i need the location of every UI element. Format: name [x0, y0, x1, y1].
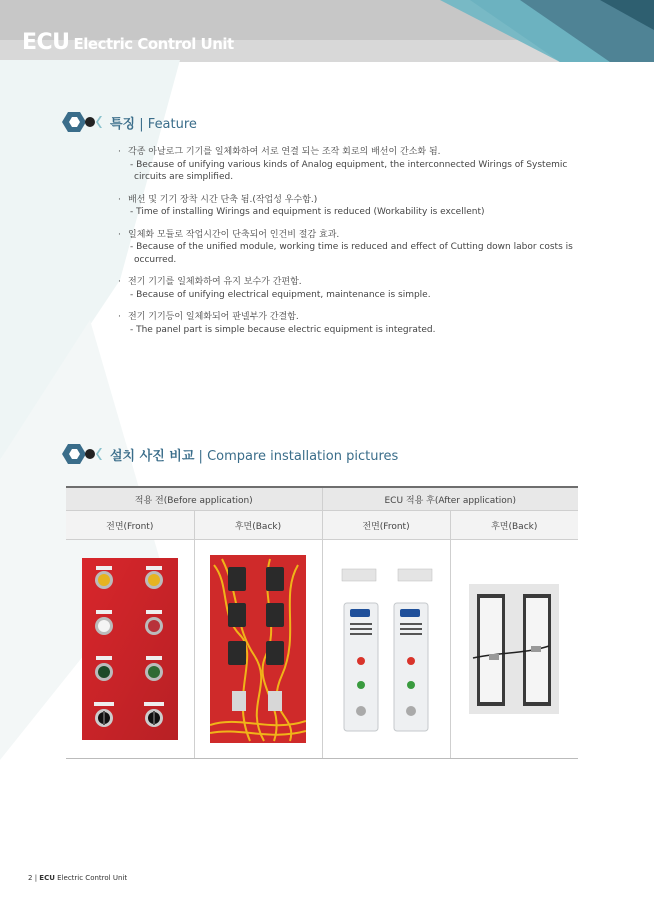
page-header: [0, 0, 654, 62]
col-before-front: 전면(Front): [66, 511, 194, 540]
after-front-photo: [336, 561, 436, 737]
before-front-photo: [82, 558, 178, 740]
feature-item-en: - The panel part is simple because electric equipment is integrated.: [130, 324, 436, 335]
feature-title: [110, 113, 197, 132]
feature-title-ko: 특징: [110, 116, 136, 132]
feature-list: [118, 146, 588, 346]
compare-group-row: [66, 487, 578, 511]
photo-cell: [450, 540, 578, 759]
page-number: 2: [28, 874, 33, 882]
photo-cell: [322, 540, 450, 759]
footer-text: Electric Control Unit: [57, 874, 128, 882]
compare-heading: [60, 442, 398, 466]
footer-brand: ECU: [39, 874, 55, 882]
feature-title-sep: |: [139, 116, 144, 132]
header-brand: [22, 30, 234, 55]
feature-item-en: - Because of the unified module, working time is reduced and effect of Cutting down labor costs is occurred.: [130, 242, 573, 265]
feature-item-ko: · 전기 기기를 일체화하여 유지 보수가 간편함.: [118, 276, 588, 289]
feature-item: [118, 229, 588, 267]
compare-title-sep: |: [198, 448, 203, 464]
before-back-photo: [210, 555, 306, 743]
feature-heading: [60, 110, 197, 134]
feature-item-ko: · 배선 및 기기 장착 시간 단축 됨.(작업성 우수함.): [118, 194, 588, 207]
feature-title-en: Feature: [147, 116, 197, 132]
group-after: ECU 적용 후(After application): [322, 487, 578, 511]
hexagon-bullet-icon: [60, 110, 104, 134]
compare-title-ko: 설치 사진 비교: [110, 448, 195, 464]
col-before-back: 후면(Back): [194, 511, 322, 540]
compare-title: [110, 445, 398, 464]
hexagon-bullet-icon: [60, 442, 104, 466]
feature-item: [118, 146, 588, 184]
compare-photo-row: [66, 540, 578, 759]
page-footer: [28, 874, 127, 882]
feature-item: [118, 311, 588, 336]
feature-item-ko: · 전기 기기등이 일체화되어 판넬부가 간결함.: [118, 311, 588, 324]
header-brand-big: ECU: [22, 30, 70, 55]
photo-cell: [194, 540, 322, 759]
col-after-back: 후면(Back): [450, 511, 578, 540]
feature-item: [118, 194, 588, 219]
header-brand-small: Electric Control Unit: [73, 35, 234, 53]
feature-item-en: - Time of installing Wirings and equipment is reduced (Workability is excellent): [130, 207, 485, 217]
group-before: 적용 전(Before application): [66, 487, 322, 511]
feature-item-ko: · 일체화 모듈로 작업시간이 단축되어 인건비 절감 효과.: [118, 229, 588, 242]
feature-item-en: - Because of unifying various kinds of Analog equipment, the interconnected Wirings of Systemic circuits are simplified.: [130, 159, 568, 182]
feature-item: [118, 276, 588, 301]
feature-item-en: - Because of unifying electrical equipment, maintenance is simple.: [130, 289, 431, 300]
photo-cell: [66, 540, 194, 759]
compare-title-en: Compare installation pictures: [207, 448, 399, 464]
footer-sep: |: [34, 874, 38, 882]
feature-item-ko: · 각종 아날로그 기기를 일체화하여 서로 연결 되는 조작 회로의 배선이 간소화 됨.: [118, 146, 588, 159]
col-after-front: 전면(Front): [322, 511, 450, 540]
compare-table: [66, 486, 578, 759]
compare-column-row: [66, 511, 578, 540]
after-back-photo: [469, 584, 559, 714]
